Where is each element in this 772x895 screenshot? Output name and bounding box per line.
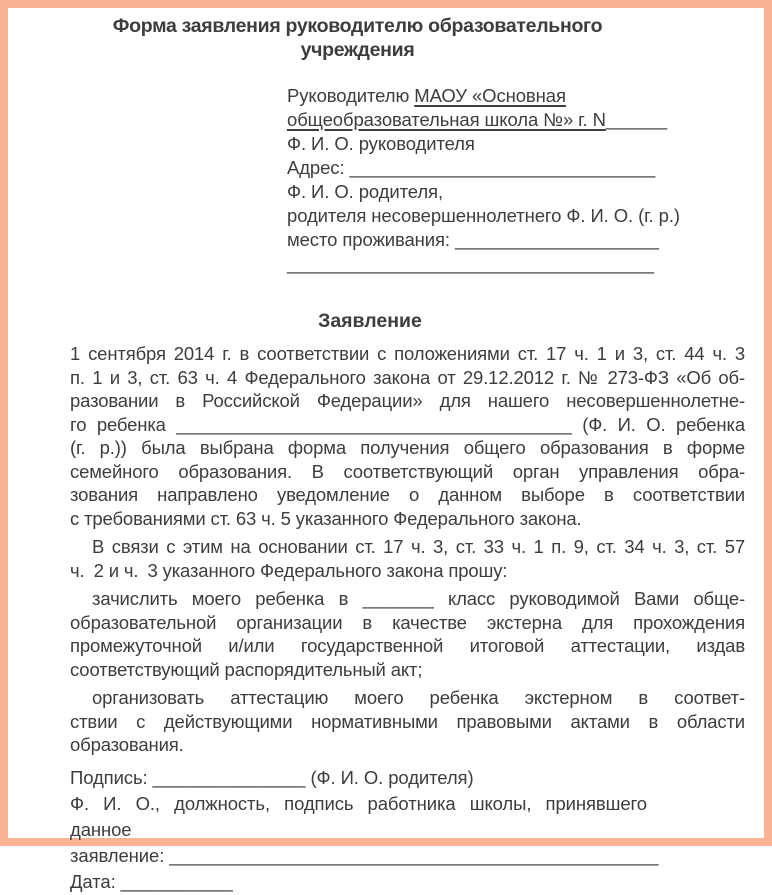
- body-line: семейного образования. В соответствующий орган управления обра-: [70, 460, 745, 482]
- body-line: образования.: [70, 734, 184, 755]
- paragraph: [70, 535, 745, 582]
- text: ____________________________________: [287, 253, 654, 274]
- text: Ф. И. О. родителя,: [287, 181, 443, 202]
- body-line: ч. 2 и ч. 3 указанного Федерального закона прошу:: [70, 559, 508, 581]
- recipient-line: [287, 204, 764, 228]
- body-line: разовании в Российской Федерации» для нашего несовершеннолетне-: [70, 390, 745, 411]
- signature-line: Ф. И. О., должность, подпись работника школы, принявшего данное: [70, 792, 647, 840]
- text: ____________________: [455, 229, 659, 250]
- body-line: В связи с этим на основании ст. 17 ч. 3, ст. 33 ч. 1 п. 9, ст. 34 ч. 3, ст. 57: [92, 536, 745, 557]
- recipient-line: [287, 84, 764, 108]
- text: Руководителю: [287, 85, 415, 106]
- text: ______: [605, 109, 668, 130]
- body-line: зования направлено уведомление о данном выборе в соответствии: [70, 484, 745, 505]
- body-line: ствии с действующими нормативными правовыми актами в области: [70, 710, 745, 732]
- text: родителя несовершеннолетнего Ф. И. О. (г. р.): [287, 205, 680, 226]
- body-line: соответствующий распорядительный акт;: [70, 658, 423, 680]
- body-line: (г. р.)) была выбрана форма получения общего образования в форме: [70, 437, 745, 458]
- application-heading: Заявление: [318, 310, 422, 332]
- signature-line: Подпись: _______________ (Ф. И. О. родителя): [70, 766, 474, 788]
- paragraph: [70, 342, 745, 530]
- text: Адрес:: [287, 157, 350, 178]
- recipient-line: [287, 108, 764, 132]
- document-title: Форма заявления руководителю образовательного учреждения: [112, 15, 603, 61]
- recipient-line: [287, 252, 764, 276]
- underlined-text: общеобразовательная школа №» г. N: [287, 109, 606, 130]
- underlined-text: МАОУ «Основная: [414, 85, 566, 106]
- recipient-block: [287, 84, 764, 276]
- text: место проживания:: [287, 229, 456, 250]
- body-line: 1 сентября 2014 г. в соответствии с положениями ст. 17 ч. 1 и 3, ст. 44 ч. 3: [70, 343, 745, 364]
- recipient-line: [287, 228, 764, 252]
- signature-line: заявление: ________________________________________________: [70, 844, 659, 866]
- body-line: образовательной организации в качестве экстерна для прохождения: [70, 611, 745, 633]
- paragraph: [70, 587, 745, 681]
- recipient-line: [287, 156, 764, 180]
- body-paragraphs: [70, 342, 745, 757]
- body-line: с требованиями ст. 63 ч. 5 указанного Федерального закона.: [70, 507, 582, 529]
- signature-block: [70, 765, 659, 895]
- signature-line: Дата: ___________: [70, 870, 233, 892]
- text: ______________________________: [349, 157, 656, 178]
- recipient-line: [287, 180, 764, 204]
- body-line: промежуточной и/или государственной итоговой аттестации, издав: [70, 635, 745, 656]
- paragraph: [70, 686, 745, 757]
- body-line: п. 1 и 3, ст. 63 ч. 4 Федерального закона от 29.12.2012 г. № 273-ФЗ «Об об-: [70, 366, 745, 388]
- body-line: го ребенка _______________________________________ (Ф. И. О. ребенка: [70, 413, 745, 435]
- text: Ф. И. О. руководителя: [287, 133, 475, 154]
- body-line: зачислить моего ребенка в _______ класс руководимой Вами обще-: [92, 588, 745, 609]
- recipient-line: [287, 132, 764, 156]
- body-line: организовать аттестацию моего ребенка экстерном в соответ-: [92, 687, 745, 708]
